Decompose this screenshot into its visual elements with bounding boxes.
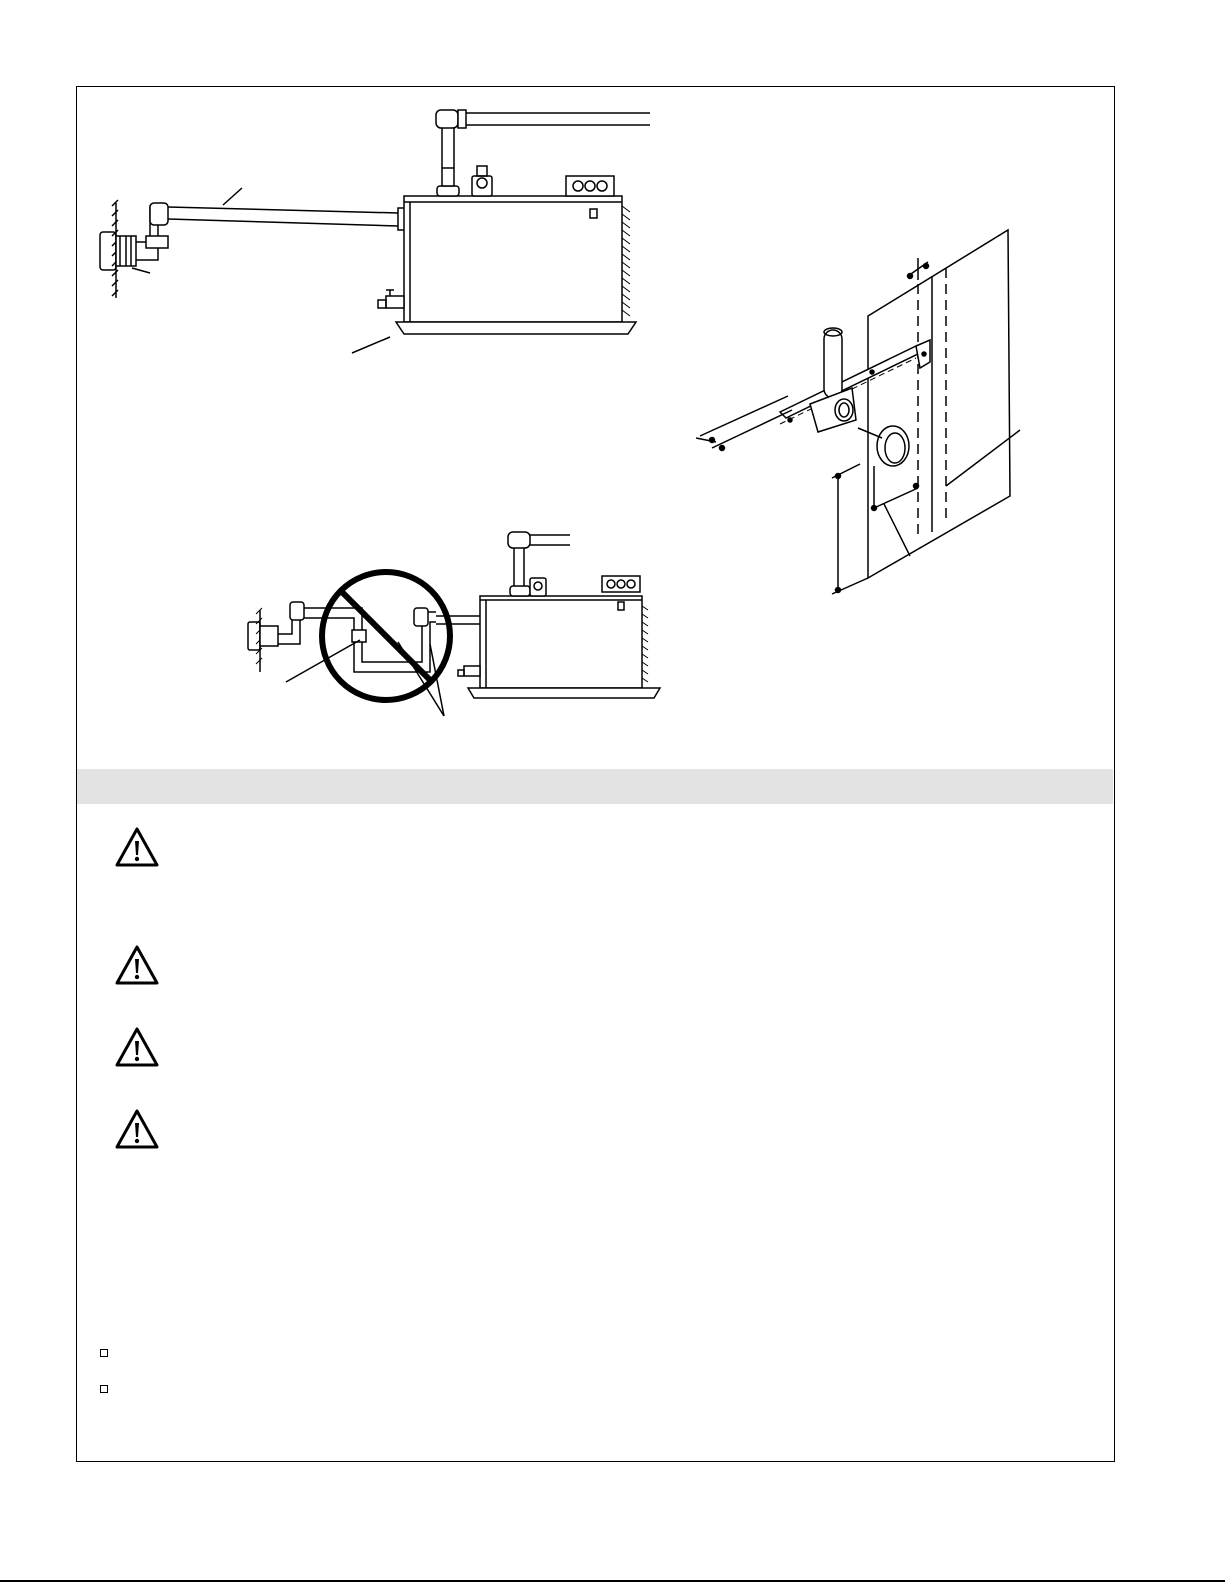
bottom-rule: [0, 1580, 1225, 1582]
drip-pan: [396, 322, 636, 334]
wall-panel: [868, 230, 1010, 578]
checkbox-icon: [100, 1349, 108, 1357]
incorrect-installation-figure: [248, 532, 660, 716]
section-header-band: [77, 769, 1113, 804]
warning-triangle-icon: [114, 944, 160, 986]
wall-mounting-figure: [696, 230, 1020, 594]
correct-installation-figure: [100, 110, 650, 353]
installation-illustrations: [0, 0, 1225, 780]
warning-triangle-icon: [114, 1026, 160, 1068]
warning-triangle-icon: [114, 1108, 160, 1150]
checkbox-icon: [100, 1385, 108, 1393]
prohibited-icon: [322, 572, 450, 700]
warning-triangle-icon: [114, 826, 160, 868]
